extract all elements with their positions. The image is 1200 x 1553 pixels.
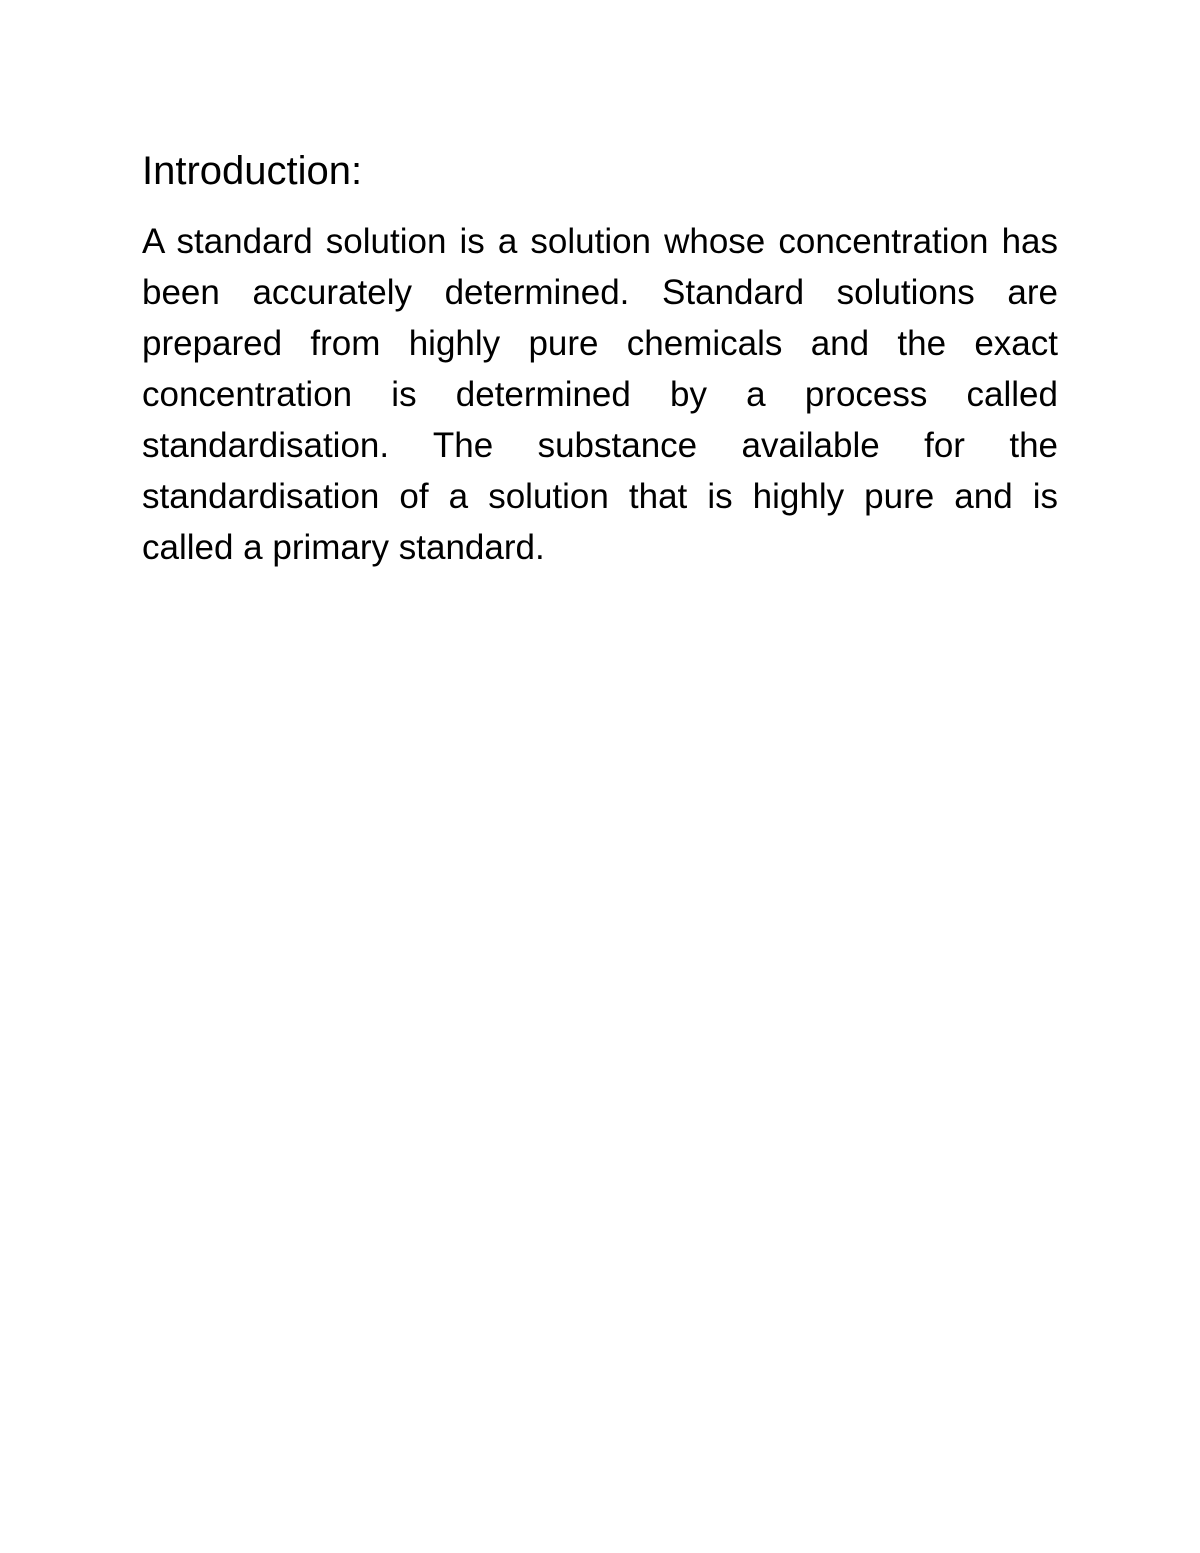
document-content bbox=[142, 146, 1058, 573]
intro-paragraph: A standard solution is a solution whose concentration has been accurately determined. Standard solutions are prepared from highly pure chemicals and the exact concentration is determined by a process called standardisation. The substance available for the standardisation of a solution that is highly pure and is called a primary standard. bbox=[142, 222, 1058, 567]
section-heading: Introduction: bbox=[142, 149, 363, 193]
